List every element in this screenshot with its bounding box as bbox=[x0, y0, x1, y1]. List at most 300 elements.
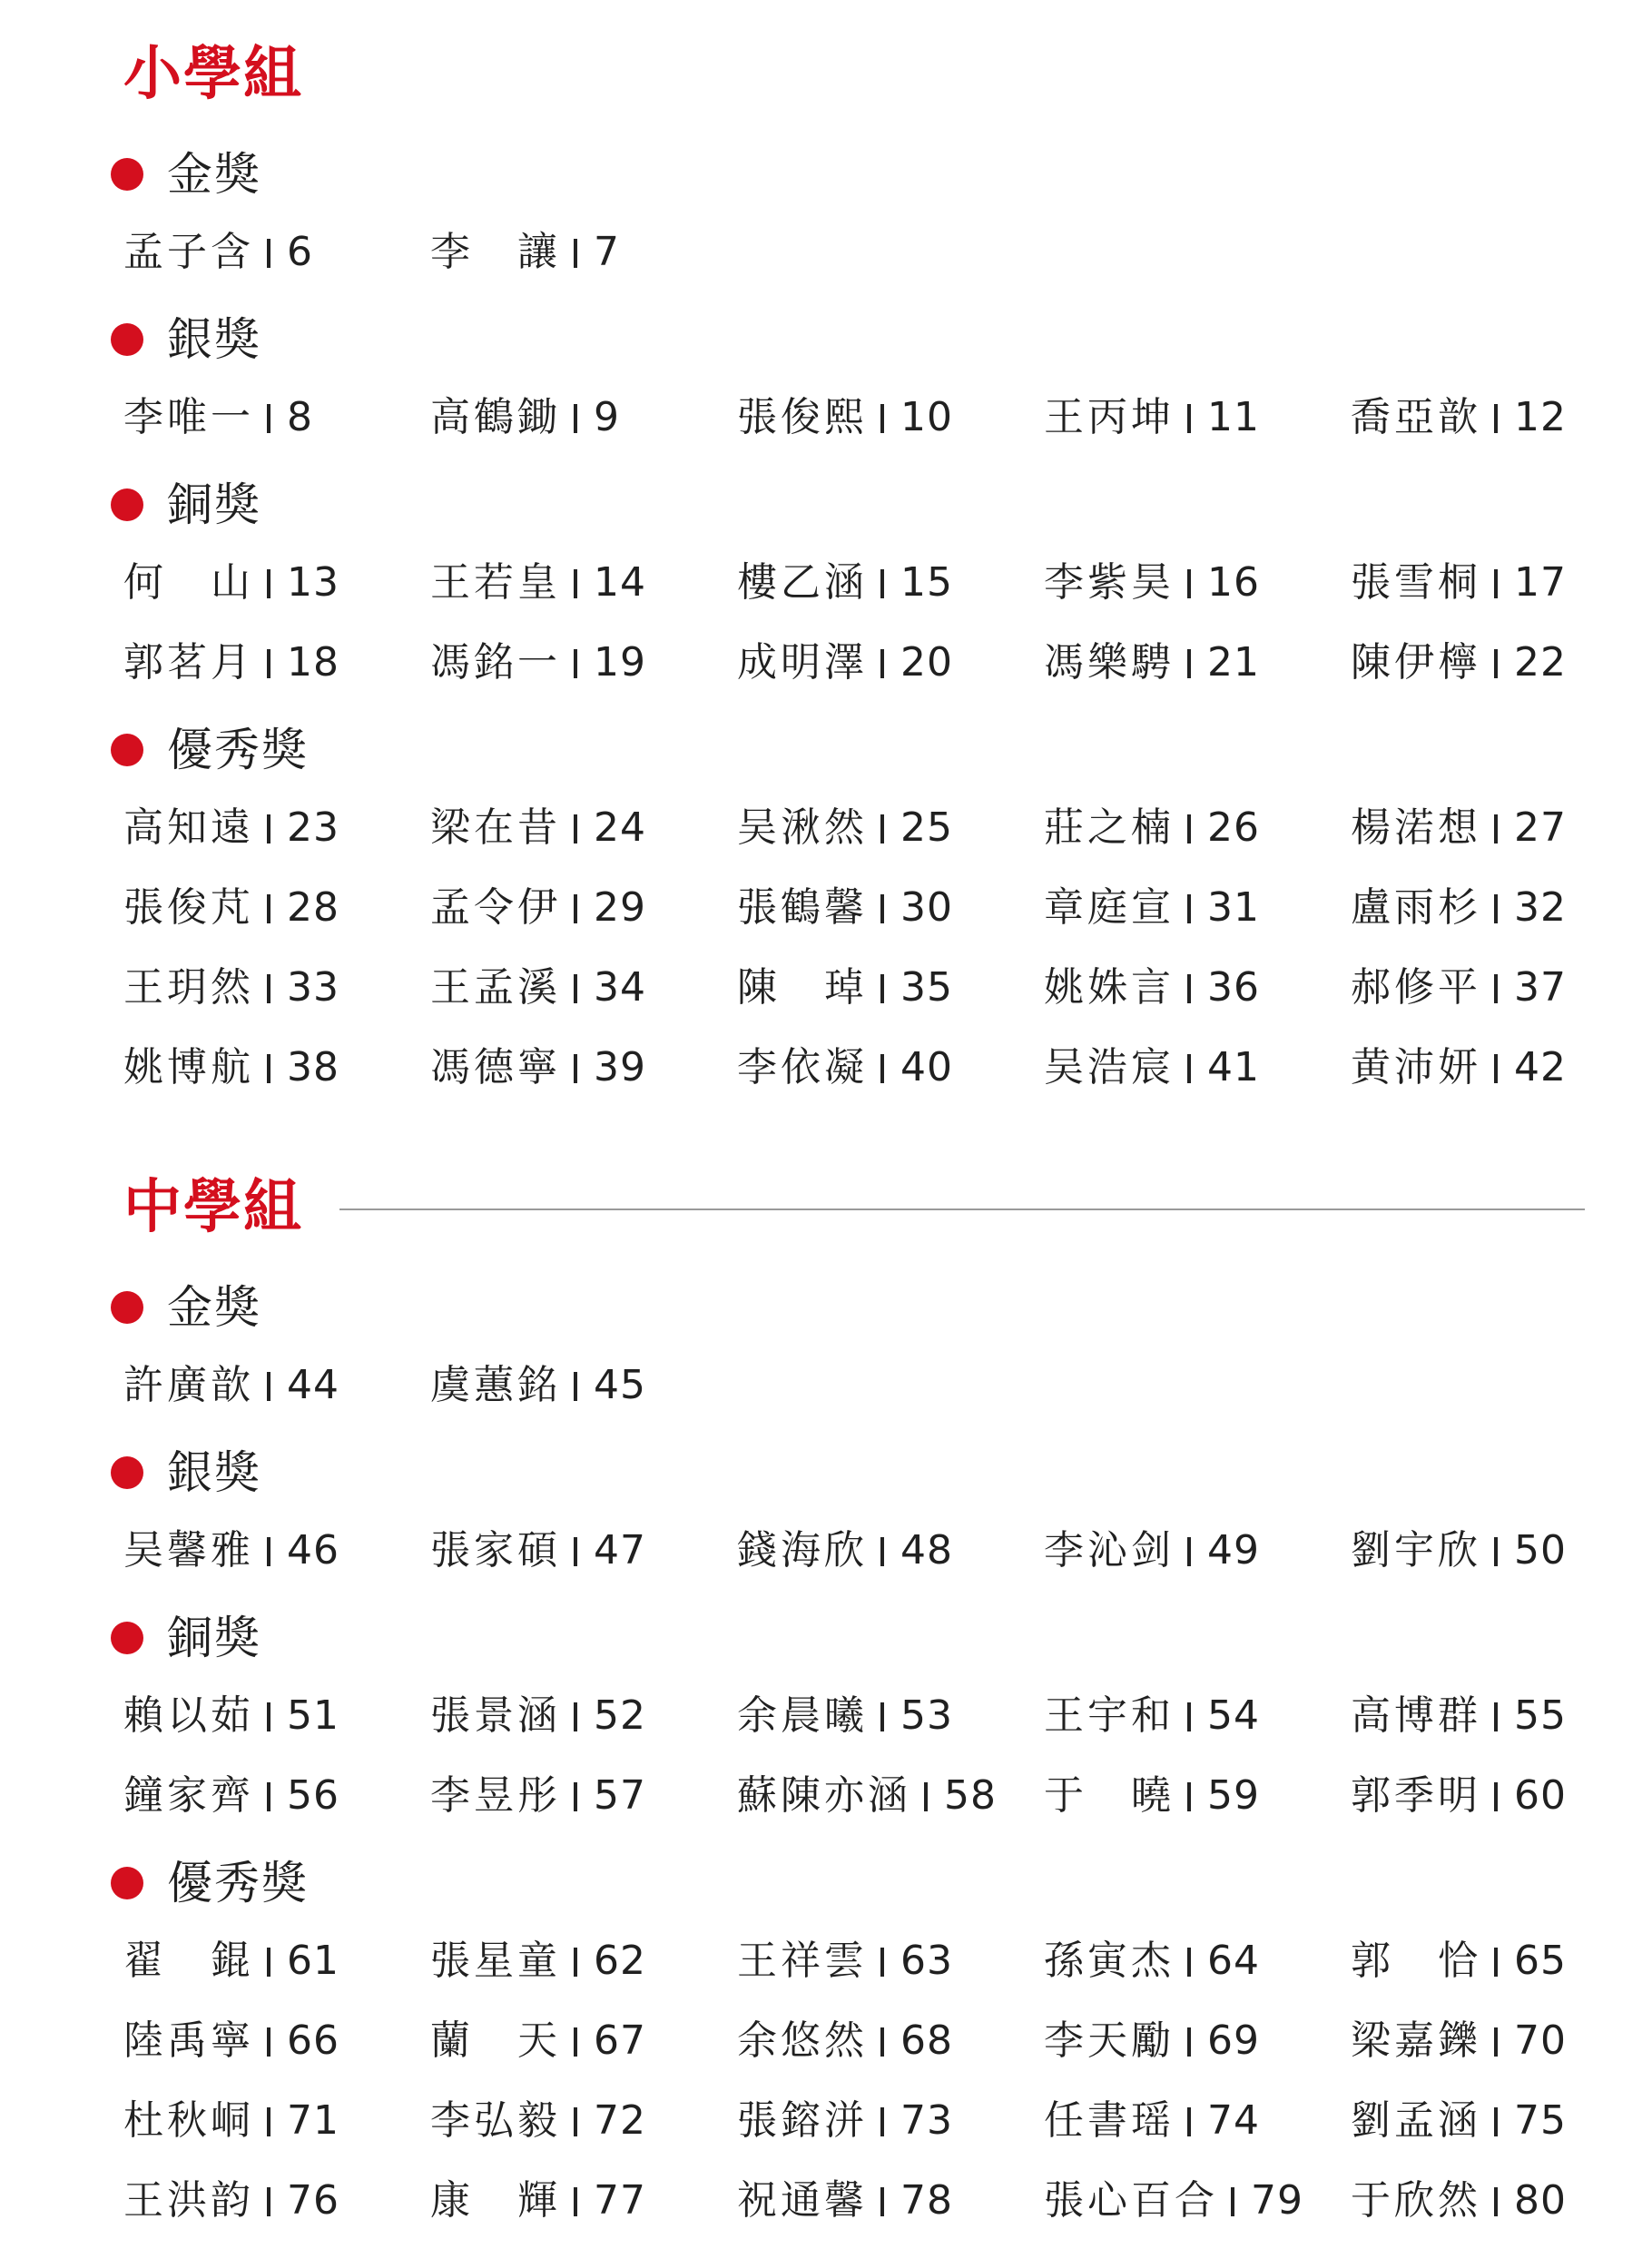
entry-page-number: 40 bbox=[900, 1044, 953, 1090]
award-entry bbox=[123, 2016, 339, 2067]
separator-bar bbox=[1494, 1702, 1498, 1731]
entry-name: 許廣歆 bbox=[123, 1362, 254, 1408]
award-label: 銀獎 bbox=[167, 313, 261, 366]
award-entry bbox=[430, 803, 646, 853]
entry-name: 虞蕙銘 bbox=[430, 1362, 561, 1408]
separator-bar bbox=[1494, 2187, 1498, 2216]
entry-name: 余悠然 bbox=[737, 2017, 868, 2064]
award-entry bbox=[430, 2096, 646, 2146]
entry-page-number: 22 bbox=[1514, 639, 1567, 686]
award-entry bbox=[430, 557, 646, 608]
separator-bar bbox=[1494, 974, 1498, 1003]
entry-name: 高鶴鋤 bbox=[430, 394, 561, 440]
separator-bar bbox=[574, 2027, 577, 2057]
entry-name: 杜秋峒 bbox=[123, 2097, 254, 2144]
separator-bar bbox=[1187, 814, 1191, 843]
award-entry bbox=[1044, 803, 1260, 853]
entry-name: 何 山 bbox=[123, 559, 254, 606]
separator-bar bbox=[267, 2107, 270, 2136]
entry-page-number: 74 bbox=[1207, 2097, 1260, 2144]
separator-bar bbox=[1494, 569, 1498, 598]
entry-page-number: 41 bbox=[1207, 1044, 1260, 1090]
award-entry bbox=[737, 392, 953, 443]
award-entry bbox=[1351, 2016, 1567, 2067]
separator-bar bbox=[267, 239, 270, 268]
separator-bar bbox=[880, 649, 884, 678]
entry-name: 郭茗月 bbox=[123, 639, 254, 686]
award-entry bbox=[1351, 1936, 1567, 1987]
separator-bar bbox=[1187, 894, 1191, 923]
entry-page-number: 47 bbox=[594, 1527, 646, 1573]
separator-bar bbox=[574, 239, 577, 268]
award-entry bbox=[1351, 883, 1567, 933]
award-entry bbox=[1044, 637, 1260, 688]
entry-page-number: 50 bbox=[1514, 1527, 1567, 1573]
award-entry bbox=[430, 883, 646, 933]
award-entry bbox=[123, 1042, 339, 1093]
separator-bar bbox=[267, 569, 270, 598]
award-entry bbox=[123, 1691, 339, 1741]
entry-page-number: 7 bbox=[594, 229, 620, 275]
award-entry bbox=[430, 1691, 646, 1741]
entry-name: 李依凝 bbox=[737, 1044, 868, 1090]
entry-page-number: 31 bbox=[1207, 884, 1260, 931]
entry-name: 劉宇欣 bbox=[1351, 1527, 1481, 1573]
separator-bar bbox=[880, 569, 884, 598]
entry-page-number: 37 bbox=[1514, 964, 1567, 1011]
entry-name: 張星童 bbox=[430, 1938, 561, 1984]
separator-bar bbox=[574, 2187, 577, 2216]
separator-bar bbox=[1494, 1537, 1498, 1566]
award-entry bbox=[123, 392, 313, 443]
award-entry bbox=[1044, 1936, 1260, 1987]
entry-page-number: 36 bbox=[1207, 964, 1260, 1011]
entry-name: 高知遠 bbox=[123, 804, 254, 851]
entry-name: 成明澤 bbox=[737, 639, 868, 686]
entry-page-number: 29 bbox=[594, 884, 646, 931]
award-entry bbox=[430, 392, 620, 443]
entry-page-number: 42 bbox=[1514, 1044, 1567, 1090]
award-heading bbox=[111, 721, 309, 779]
separator-bar bbox=[1494, 814, 1498, 843]
entry-name: 梁嘉鑠 bbox=[1351, 2017, 1481, 2064]
award-entry bbox=[737, 1042, 953, 1093]
separator-bar bbox=[267, 2187, 270, 2216]
award-entry bbox=[737, 803, 953, 853]
entry-name: 余晨曦 bbox=[737, 1692, 868, 1739]
entry-name: 郝修平 bbox=[1351, 964, 1481, 1011]
separator-bar bbox=[267, 1537, 270, 1566]
entry-page-number: 73 bbox=[900, 2097, 953, 2144]
separator-bar bbox=[267, 1948, 270, 1977]
entry-page-number: 33 bbox=[287, 964, 339, 1011]
entry-name: 馮德寧 bbox=[430, 1044, 561, 1090]
separator-bar bbox=[1494, 1054, 1498, 1083]
award-entry bbox=[1351, 962, 1567, 1013]
award-entry bbox=[430, 1771, 646, 1821]
entry-name: 盧雨杉 bbox=[1351, 884, 1481, 931]
entry-page-number: 76 bbox=[287, 2177, 339, 2224]
entry-page-number: 66 bbox=[287, 2017, 339, 2064]
entry-page-number: 56 bbox=[287, 1772, 339, 1819]
award-entry bbox=[737, 962, 953, 1013]
red-dot-icon bbox=[111, 1456, 143, 1489]
entry-name: 孟子含 bbox=[123, 229, 254, 275]
entry-page-number: 49 bbox=[1207, 1527, 1260, 1573]
separator-bar bbox=[1187, 1782, 1191, 1811]
award-entry bbox=[1351, 2096, 1567, 2146]
separator-bar bbox=[1494, 1948, 1498, 1977]
entry-name: 李 讓 bbox=[430, 229, 561, 275]
award-entry bbox=[1044, 2096, 1260, 2146]
group-title: 小學組 bbox=[123, 41, 303, 108]
separator-bar bbox=[574, 1054, 577, 1083]
entry-page-number: 11 bbox=[1207, 394, 1260, 440]
entry-page-number: 6 bbox=[287, 229, 313, 275]
entry-name: 王丙坤 bbox=[1044, 394, 1175, 440]
entry-page-number: 39 bbox=[594, 1044, 646, 1090]
entry-name: 喬亞歆 bbox=[1351, 394, 1481, 440]
entry-name: 蘭 天 bbox=[430, 2017, 561, 2064]
separator-bar bbox=[574, 974, 577, 1003]
award-entry bbox=[1044, 1691, 1260, 1741]
entry-name: 郭季明 bbox=[1351, 1772, 1481, 1819]
award-heading bbox=[111, 1609, 261, 1667]
entry-name: 陳伊檸 bbox=[1351, 639, 1481, 686]
entry-name: 李沁剑 bbox=[1044, 1527, 1175, 1573]
entry-page-number: 9 bbox=[594, 394, 620, 440]
red-dot-icon bbox=[111, 1291, 143, 1324]
entry-page-number: 23 bbox=[287, 804, 339, 851]
entry-name: 吴浩宸 bbox=[1044, 1044, 1175, 1090]
separator-bar bbox=[267, 404, 270, 433]
entry-page-number: 54 bbox=[1207, 1692, 1260, 1739]
award-entry bbox=[1044, 392, 1260, 443]
award-entry bbox=[1351, 637, 1567, 688]
separator-bar bbox=[880, 1948, 884, 1977]
separator-bar bbox=[880, 404, 884, 433]
separator-bar bbox=[1187, 1702, 1191, 1731]
red-dot-icon bbox=[111, 1867, 143, 1899]
separator-bar bbox=[1187, 2027, 1191, 2057]
award-entry bbox=[430, 1042, 646, 1093]
award-entry bbox=[123, 803, 339, 853]
separator-bar bbox=[1187, 649, 1191, 678]
separator-bar bbox=[1187, 1948, 1191, 1977]
award-label: 優秀獎 bbox=[167, 724, 309, 776]
award-label: 銅獎 bbox=[167, 478, 261, 531]
entry-page-number: 10 bbox=[900, 394, 953, 440]
entry-page-number: 71 bbox=[287, 2097, 339, 2144]
award-entry bbox=[1044, 2016, 1260, 2067]
separator-bar bbox=[267, 814, 270, 843]
award-entry bbox=[430, 2175, 646, 2226]
separator-bar bbox=[267, 1054, 270, 1083]
entry-name: 任書瑶 bbox=[1044, 2097, 1175, 2144]
entry-page-number: 75 bbox=[1514, 2097, 1567, 2144]
separator-bar bbox=[880, 2187, 884, 2216]
group-header bbox=[123, 38, 303, 111]
entry-name: 張景涵 bbox=[430, 1692, 561, 1739]
separator-bar bbox=[574, 814, 577, 843]
entry-name: 王宇和 bbox=[1044, 1692, 1175, 1739]
separator-bar bbox=[267, 894, 270, 923]
separator-bar bbox=[574, 1948, 577, 1977]
separator-bar bbox=[1187, 2107, 1191, 2136]
entry-page-number: 18 bbox=[287, 639, 339, 686]
separator-bar bbox=[1187, 1537, 1191, 1566]
award-entry bbox=[123, 2175, 339, 2226]
entry-page-number: 52 bbox=[594, 1692, 646, 1739]
separator-bar bbox=[880, 814, 884, 843]
entry-name: 王玥然 bbox=[123, 964, 254, 1011]
entry-name: 李天勵 bbox=[1044, 2017, 1175, 2064]
group-title: 中學組 bbox=[123, 1174, 303, 1241]
award-entry bbox=[1044, 1771, 1260, 1821]
entry-page-number: 16 bbox=[1207, 559, 1260, 606]
red-dot-icon bbox=[111, 1622, 143, 1654]
entry-page-number: 21 bbox=[1207, 639, 1260, 686]
award-entry bbox=[123, 883, 339, 933]
award-entry bbox=[737, 2096, 953, 2146]
award-entry bbox=[737, 883, 953, 933]
separator-bar bbox=[1187, 1054, 1191, 1083]
section-divider bbox=[339, 1208, 1585, 1210]
entry-page-number: 55 bbox=[1514, 1692, 1567, 1739]
entry-page-number: 58 bbox=[944, 1772, 997, 1819]
separator-bar bbox=[574, 649, 577, 678]
entry-page-number: 78 bbox=[900, 2177, 953, 2224]
award-entry bbox=[737, 557, 953, 608]
entry-page-number: 44 bbox=[287, 1362, 339, 1408]
award-entry bbox=[123, 1936, 339, 1987]
entry-page-number: 13 bbox=[287, 559, 339, 606]
separator-bar bbox=[880, 2107, 884, 2136]
entry-page-number: 45 bbox=[594, 1362, 646, 1408]
separator-bar bbox=[1187, 569, 1191, 598]
entry-name: 張俊熙 bbox=[737, 394, 868, 440]
separator-bar bbox=[574, 1782, 577, 1811]
entry-page-number: 28 bbox=[287, 884, 339, 931]
award-label: 銀獎 bbox=[167, 1446, 261, 1499]
entry-page-number: 57 bbox=[594, 1772, 646, 1819]
separator-bar bbox=[574, 1537, 577, 1566]
award-label: 金獎 bbox=[167, 1281, 261, 1334]
separator-bar bbox=[880, 974, 884, 1003]
award-entry bbox=[1351, 803, 1567, 853]
entry-page-number: 63 bbox=[900, 1938, 953, 1984]
award-entry bbox=[123, 2096, 339, 2146]
entry-page-number: 35 bbox=[900, 964, 953, 1011]
award-heading bbox=[111, 1854, 309, 1912]
award-entry bbox=[1351, 1691, 1567, 1741]
award-label: 金獎 bbox=[167, 148, 261, 201]
award-entry bbox=[430, 962, 646, 1013]
entry-page-number: 27 bbox=[1514, 804, 1567, 851]
separator-bar bbox=[1494, 404, 1498, 433]
award-entry bbox=[123, 637, 339, 688]
entry-page-number: 24 bbox=[594, 804, 646, 851]
separator-bar bbox=[880, 1054, 884, 1083]
entry-page-number: 17 bbox=[1514, 559, 1567, 606]
award-entry bbox=[123, 557, 339, 608]
entry-page-number: 77 bbox=[594, 2177, 646, 2224]
entry-page-number: 68 bbox=[900, 2017, 953, 2064]
award-entry bbox=[1351, 557, 1567, 608]
entry-page-number: 32 bbox=[1514, 884, 1567, 931]
award-entry bbox=[123, 1771, 339, 1821]
entry-name: 王祥雲 bbox=[737, 1938, 868, 1984]
award-heading bbox=[111, 1278, 261, 1337]
separator-bar bbox=[267, 1372, 270, 1401]
entry-page-number: 53 bbox=[900, 1692, 953, 1739]
entry-name: 黄沛妍 bbox=[1351, 1044, 1481, 1090]
entry-page-number: 60 bbox=[1514, 1772, 1567, 1819]
entry-name: 孟令伊 bbox=[430, 884, 561, 931]
award-entry bbox=[1351, 2175, 1567, 2226]
separator-bar bbox=[574, 894, 577, 923]
separator-bar bbox=[574, 1372, 577, 1401]
separator-bar bbox=[574, 1702, 577, 1731]
award-entry bbox=[123, 227, 313, 278]
separator-bar bbox=[574, 404, 577, 433]
red-dot-icon bbox=[111, 158, 143, 191]
entry-page-number: 67 bbox=[594, 2017, 646, 2064]
entry-name: 張雪桐 bbox=[1351, 559, 1481, 606]
separator-bar bbox=[267, 974, 270, 1003]
entry-name: 陸禹寧 bbox=[123, 2017, 254, 2064]
entry-name: 張心百合 bbox=[1044, 2177, 1218, 2224]
award-entry bbox=[737, 2175, 953, 2226]
separator-bar bbox=[1231, 2187, 1234, 2216]
separator-bar bbox=[924, 1782, 928, 1811]
entry-page-number: 70 bbox=[1514, 2017, 1567, 2064]
separator-bar bbox=[267, 2027, 270, 2057]
award-entry bbox=[1351, 1042, 1567, 1093]
award-heading bbox=[111, 1444, 261, 1502]
entry-name: 于欣然 bbox=[1351, 2177, 1481, 2224]
award-label: 銅獎 bbox=[167, 1612, 261, 1664]
award-entry bbox=[737, 1936, 953, 1987]
award-entry bbox=[1351, 1771, 1567, 1821]
entry-name: 蘇陳亦涵 bbox=[737, 1772, 911, 1819]
separator-bar bbox=[1494, 1782, 1498, 1811]
award-entry bbox=[123, 1360, 339, 1411]
separator-bar bbox=[267, 1702, 270, 1731]
entry-name: 康 輝 bbox=[430, 2177, 561, 2224]
entry-name: 吴馨雅 bbox=[123, 1527, 254, 1573]
award-entry bbox=[1044, 962, 1260, 1013]
entry-name: 姚姝言 bbox=[1044, 964, 1175, 1011]
award-entry bbox=[1044, 1042, 1260, 1093]
entry-name: 翟 錕 bbox=[123, 1938, 254, 1984]
entry-name: 錢海欣 bbox=[737, 1527, 868, 1573]
entry-name: 馮銘一 bbox=[430, 639, 561, 686]
entry-name: 王若皇 bbox=[430, 559, 561, 606]
entry-name: 張俊芃 bbox=[123, 884, 254, 931]
red-dot-icon bbox=[111, 488, 143, 521]
award-entry bbox=[1044, 883, 1260, 933]
entry-name: 李弘毅 bbox=[430, 2097, 561, 2144]
entry-page-number: 69 bbox=[1207, 2017, 1260, 2064]
entry-page-number: 46 bbox=[287, 1527, 339, 1573]
entry-page-number: 61 bbox=[287, 1938, 339, 1984]
entry-page-number: 26 bbox=[1207, 804, 1260, 851]
award-entry bbox=[123, 962, 339, 1013]
entry-name: 張家碩 bbox=[430, 1527, 561, 1573]
entry-page-number: 8 bbox=[287, 394, 313, 440]
award-heading bbox=[111, 145, 261, 203]
award-entry bbox=[430, 227, 620, 278]
award-entry bbox=[1044, 557, 1260, 608]
entry-name: 樓乙涵 bbox=[737, 559, 868, 606]
entry-page-number: 15 bbox=[900, 559, 953, 606]
separator-bar bbox=[1494, 2107, 1498, 2136]
entry-name: 陳 琸 bbox=[737, 964, 868, 1011]
separator-bar bbox=[880, 1702, 884, 1731]
entry-name: 劉孟涵 bbox=[1351, 2097, 1481, 2144]
entry-page-number: 62 bbox=[594, 1938, 646, 1984]
entry-name: 馮樂騁 bbox=[1044, 639, 1175, 686]
award-entry bbox=[430, 1936, 646, 1987]
separator-bar bbox=[1494, 649, 1498, 678]
separator-bar bbox=[880, 894, 884, 923]
group-header bbox=[123, 1171, 303, 1244]
entry-page-number: 25 bbox=[900, 804, 953, 851]
award-entry bbox=[737, 637, 953, 688]
entry-page-number: 72 bbox=[594, 2097, 646, 2144]
entry-page-number: 12 bbox=[1514, 394, 1567, 440]
separator-bar bbox=[1187, 974, 1191, 1003]
entry-page-number: 19 bbox=[594, 639, 646, 686]
entry-page-number: 59 bbox=[1207, 1772, 1260, 1819]
entry-page-number: 30 bbox=[900, 884, 953, 931]
entry-name: 姚博航 bbox=[123, 1044, 254, 1090]
separator-bar bbox=[267, 1782, 270, 1811]
award-entry bbox=[1044, 2175, 1303, 2226]
separator-bar bbox=[574, 569, 577, 598]
entry-name: 莊之楠 bbox=[1044, 804, 1175, 851]
separator-bar bbox=[1494, 894, 1498, 923]
award-entry bbox=[737, 1691, 953, 1741]
separator-bar bbox=[880, 2027, 884, 2057]
entry-name: 張鎔洴 bbox=[737, 2097, 868, 2144]
entry-name: 王洪韵 bbox=[123, 2177, 254, 2224]
award-heading bbox=[111, 476, 261, 534]
award-label: 優秀獎 bbox=[167, 1857, 309, 1909]
entry-name: 賴以茹 bbox=[123, 1692, 254, 1739]
award-entry bbox=[1044, 1525, 1260, 1576]
entry-name: 鐘家齊 bbox=[123, 1772, 254, 1819]
entry-name: 楊渃想 bbox=[1351, 804, 1481, 851]
award-heading bbox=[111, 311, 261, 369]
entry-name: 孫寅杰 bbox=[1044, 1938, 1175, 1984]
entry-name: 高博群 bbox=[1351, 1692, 1481, 1739]
entry-page-number: 64 bbox=[1207, 1938, 1260, 1984]
award-entry bbox=[430, 637, 646, 688]
award-entry bbox=[123, 1525, 339, 1576]
separator-bar bbox=[880, 1537, 884, 1566]
separator-bar bbox=[1187, 404, 1191, 433]
award-entry bbox=[1351, 392, 1567, 443]
entry-page-number: 79 bbox=[1251, 2177, 1303, 2224]
entry-name: 于 曉 bbox=[1044, 1772, 1175, 1819]
award-entry bbox=[1351, 1525, 1567, 1576]
award-entry bbox=[430, 2016, 646, 2067]
award-entry bbox=[737, 2016, 953, 2067]
entry-page-number: 80 bbox=[1514, 2177, 1567, 2224]
entry-name: 李唯一 bbox=[123, 394, 254, 440]
